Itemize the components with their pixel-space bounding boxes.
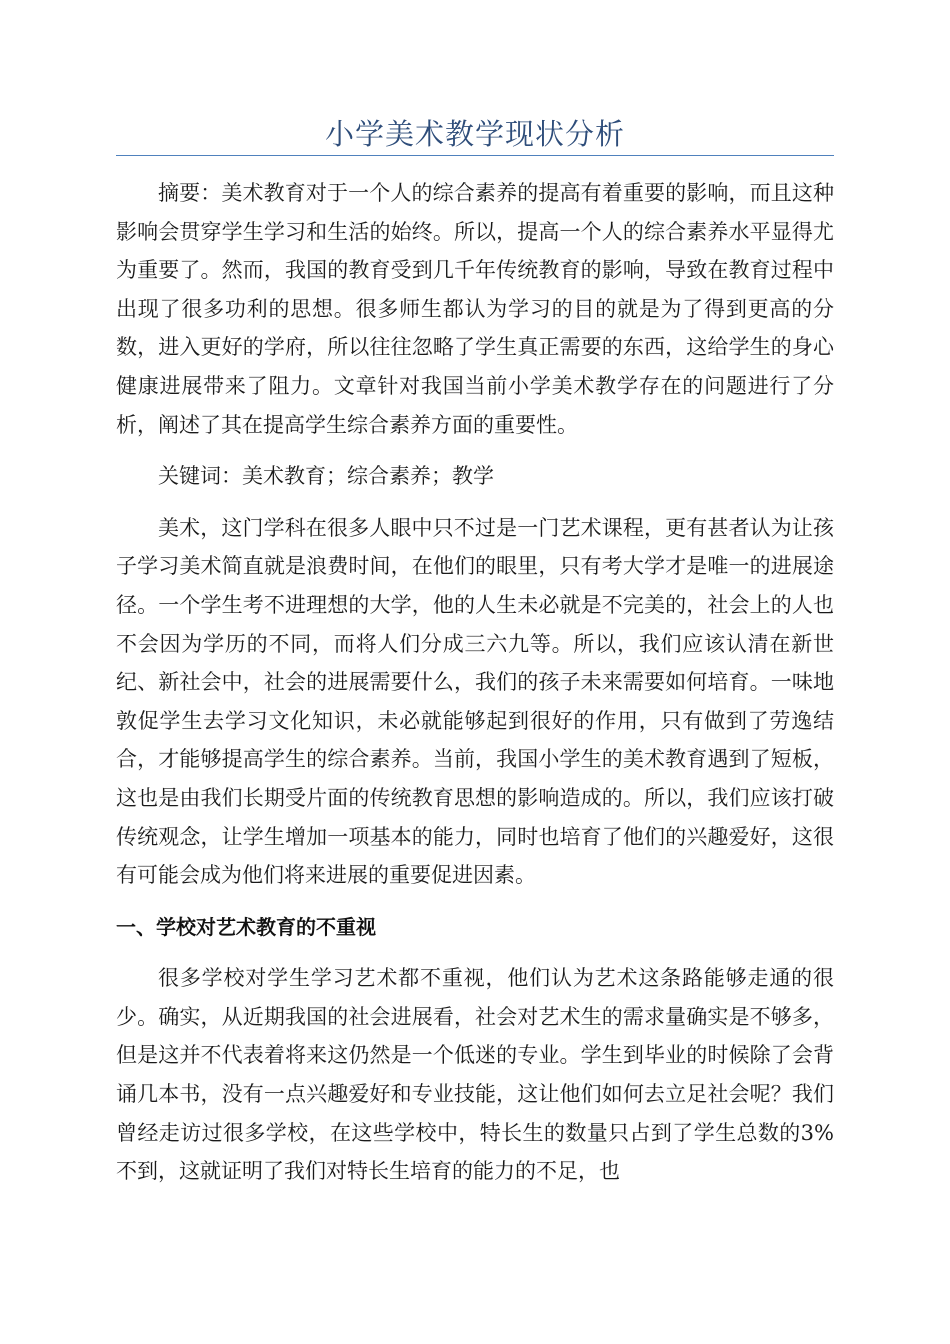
keywords-line: 关键词：美术教育；综合素养；教学 <box>158 464 494 489</box>
document-title: 小学美术教学现状分析 <box>324 117 625 151</box>
intro-paragraph: 美术，这门学科在很多人眼中只不过是一门艺术课程，更有甚者认为让孩子学习美术简直就是浪费时间，在他们的眼里，只有考大学才是唯一的进展途径。一个学生考不进理想的大学，他的人生未必就是不完美的，社会上的人也不会因为学历的不同，而将人们分成三六九等。所以，我们应该认清在新世纪、新社会中，社会的进展需要什么，我们的孩子未来需要如何培育。一味地敦促学生去学习文化知识，未必就能够起到很好的作用，只有做到了劳逸结合，才能够提高学生的综合素养。当前，我国小学生的美术教育遇到了短板，这也是由我们长期受片面的传统教育思想的影响造成的。所以，我们应该打破传统观念，让学生增加一项基本的能力，同时也培育了他们的兴趣爱好，这很有可能会成为他们将来进展的重要促进因素。 <box>116 515 834 888</box>
document-body <box>116 174 834 1204</box>
section-paragraph: 很多学校对学生学习艺术都不重视，他们认为艺术这条路能够走通的很少。确实，从近期我国的社会进展看，社会对艺术生的需求量确实是不够多，但是这并不代表着将来这仍然是一个低迷的专业。学生到毕业的时候除了会背诵几本书，没有一点兴趣爱好和专业技能，这让他们如何去立足社会呢？我们曾经走访过很多学校，在这些学校中，特长生的数量只占到了学生总数的3%不到，这就证明了我们对特长生培育的能力的不足，也 <box>116 966 834 1184</box>
section-heading: 一、学校对艺术教育的不重视 <box>116 914 376 939</box>
abstract-paragraph: 摘要：美术教育对于一个人的综合素养的提高有着重要的影响，而且这种影响会贯穿学生学习和生活的始终。所以，提高一个人的综合素养水平显得尤为重要了。然而，我国的教育受到几千年传统教育的影响，导致在教育过程中出现了很多功利的思想。很多师生都认为学习的目的就是为了得到更高的分数，进入更好的学府，所以往往忽略了学生真正需要的东西，这给学生的身心健康进展带来了阻力。文章针对我国当前小学美术教学存在的问题进行了分析，阐述了其在提高学生综合素养方面的重要性。 <box>116 181 834 437</box>
title-underline <box>116 155 834 156</box>
